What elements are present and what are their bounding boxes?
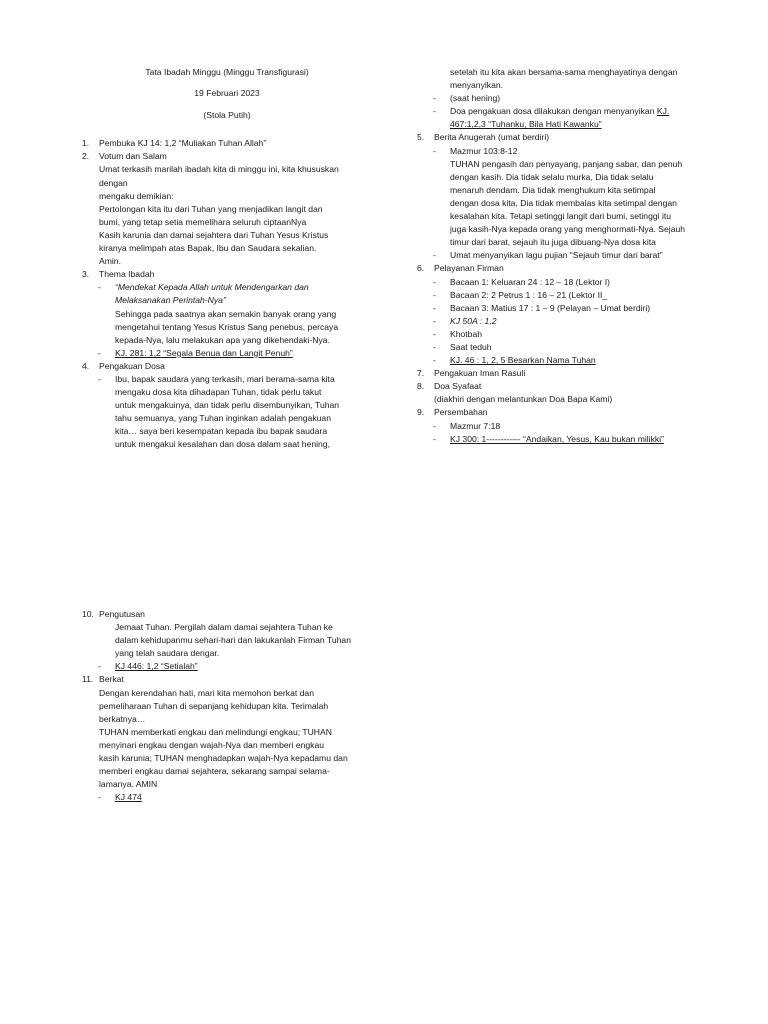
song-ref: 467:1,2,3 “Tuhanku, Bila Hati Kawanku” <box>450 119 602 130</box>
text-line: Sehingga pada saatnya akan semakin banyak orang yang <box>115 308 337 319</box>
text-line: menyanyikan. <box>450 80 504 91</box>
text-line: untuk mengakuinya, dan tidak perlu disembunyikan, Tuhan <box>115 400 340 411</box>
item-4-pengakuan-dosa <box>82 360 372 373</box>
text-line: juga kasih-Nya kepada orang yang menghormati-Nya. Sejauh <box>450 224 686 235</box>
reading-3 <box>417 302 693 315</box>
dash-bullet: - <box>433 145 436 156</box>
text-line: pemeliharaan Tuhan di sepanjang kehidupan kita. Terimalah <box>99 700 329 711</box>
reading-text: Bacaan 1: Keluaran 24 : 12 – 18 (Lektor I) <box>450 276 611 287</box>
item-title: Berkat <box>99 674 124 685</box>
text-line: dengan <box>99 177 128 188</box>
dash-bullet: - <box>433 341 436 352</box>
item-number: 8. <box>417 381 425 392</box>
theme-line: Melaksanakan Perintah-Nya” <box>115 295 226 306</box>
dash-bullet: - <box>433 302 436 313</box>
reading-1 <box>417 276 693 289</box>
text-line: timur dari barat, sejauh itu juga dibuang-Nya dosa kita <box>450 237 656 248</box>
song-text: Umat menyanyikan lagu pujian “Sejauh timur dari barat” <box>450 250 663 261</box>
item-10-pengutusan <box>82 608 372 621</box>
text-line: tahu semuanya, yang Tuhan inginkan adalah pengakuan <box>115 413 331 424</box>
sending-text <box>82 621 372 660</box>
dash-bullet: - <box>98 282 101 293</box>
text-line: kiranya melimpah atas Bapak, Ibu dan Saudara sekalian. <box>99 243 317 254</box>
item-number: 11. <box>82 674 94 685</box>
dash-bullet: - <box>433 355 436 366</box>
bottom-column <box>82 608 372 804</box>
item-number: 7. <box>417 368 425 379</box>
item-number: 10. <box>82 609 94 619</box>
theme-line: “Mendekat Kepada Allah untuk Mendengarkan dan <box>115 282 309 293</box>
text-line: lamanya. AMIN <box>99 779 158 790</box>
dash-bullet: - <box>98 661 101 672</box>
item-11-berkat <box>82 673 372 791</box>
dash-bullet: - <box>433 93 436 104</box>
text-line: mengetahui tentang Yesus Kristus Sang penebus, percaya <box>115 321 339 332</box>
item-text: Pembuka KJ 14: 1,2 “Muliakan Tuhan Allah” <box>99 138 267 149</box>
song-ref: KJ 50A : 1,2 <box>450 315 497 326</box>
reading-2 <box>417 289 693 302</box>
dash-bullet: - <box>433 250 436 261</box>
dash-bullet: - <box>433 328 436 339</box>
text-line: Ibu, bapak saudara yang terkasih, mari berama-sama kita <box>115 373 335 384</box>
item-number: 1. <box>82 138 90 149</box>
item-title: Doa Syafaat <box>434 381 482 392</box>
item-1-pembuka <box>82 137 372 150</box>
text-line: bumi, yang tetap setia memelihara seluruh ciptaanNya <box>99 216 307 227</box>
item-number: 3. <box>82 269 90 280</box>
text-line: Amin. <box>99 256 121 267</box>
text-line: Umat terkasih marilah ibadah kita di minggu ini, kita khususkan <box>99 164 339 175</box>
dash-bullet: - <box>98 347 101 358</box>
left-column <box>82 66 372 452</box>
text-span: Doa pengakuan dosa dilakukan dengan menyanyikan <box>450 106 657 117</box>
confession-song-entry <box>417 105 693 131</box>
text-line: dengan dosa kita, Dia tidak membalas kita setimpal dengan <box>450 197 677 208</box>
item-title: Votum dan Salam <box>99 151 167 162</box>
dash-bullet: - <box>433 106 436 117</box>
item-8-doa-syafaat <box>417 380 693 406</box>
item-title: Pengakuan Iman Rasuli <box>434 368 526 379</box>
text-line: kita… saya beri kesempatan kepada ibu bapak saudara <box>115 426 328 437</box>
item-title: Pelayanan Firman <box>434 263 504 274</box>
item-7-pengakuan-iman <box>417 367 693 380</box>
song-ref: KJ 300: 1------------ “Andaikan, Yesus, Kau bukan milikki” <box>450 433 664 444</box>
quiet-time-entry <box>417 341 693 354</box>
dash-bullet: - <box>433 289 436 300</box>
quiet-time-text: Saat teduh <box>450 341 492 352</box>
song-entry <box>82 791 372 804</box>
item-6-pelayanan-firman <box>417 262 693 275</box>
item-title: Berita Anugerah (umat berdiri) <box>434 132 550 143</box>
item-2-votum <box>82 150 372 268</box>
silence-entry <box>417 92 693 105</box>
dash-bullet: - <box>433 433 436 444</box>
item-5-berita-anugerah <box>417 131 693 144</box>
silence-text: (saat hening) <box>450 93 501 104</box>
item-9-persembahan <box>417 406 693 419</box>
scripture-entry <box>417 420 693 433</box>
song-ref: KJ. <box>656 106 670 117</box>
song-entry <box>82 347 372 360</box>
text-line: mengaku demikian: <box>99 190 174 201</box>
song-ref: KJ. 46 : 1, 2, 5 Besarkan Nama Tuhan <box>450 355 596 366</box>
song-entry <box>417 354 693 367</box>
song-ref: KJ 474 <box>115 792 142 803</box>
text-line: yang telah saudara dengar. <box>115 648 220 659</box>
text-line: dalam kehidupanmu sehari-hari dan lakukanlah Firman Tuhan <box>115 635 351 646</box>
item-note: (diakhiri dengan melantunkan Doa Bapa Kami) <box>434 394 613 405</box>
item-number: 6. <box>417 263 425 274</box>
psalm-entry <box>417 145 693 250</box>
song-ref: KJ. 281: 1,2 “Segala Benua dan Langit Penuh” <box>115 347 293 358</box>
text-line: TUHAN memberkati engkau dan melindungi engkau; TUHAN <box>99 726 332 737</box>
item-number: 9. <box>417 407 425 418</box>
scripture-ref: Mazmur 103:8-12 <box>450 145 518 156</box>
reading-text: Bacaan 2: 2 Petrus 1 : 16 – 21 (Lektor II_ <box>450 289 608 300</box>
theme-entry <box>82 281 372 346</box>
dash-bullet: - <box>433 315 436 326</box>
stola-note: (Stola Putih) <box>203 110 251 121</box>
song-entry <box>417 249 693 262</box>
item-title: Thema Ibadah <box>99 269 155 280</box>
song-ref: KJ 446: 1,2 “Setialah” <box>115 661 198 672</box>
text-line: Jemaat Tuhan. Pergilah dalam damai sejahtera Tuhan ke <box>115 622 333 633</box>
song-entry <box>417 315 693 328</box>
item-title: Pengutusan <box>99 609 145 619</box>
text-line: kesalahan kita. Tetapi setinggi langit dari bumi, setinggi itu <box>450 211 672 222</box>
item-title: Persembahan <box>434 407 488 418</box>
text-line: Kasih karunia dan damai sejahtera dari Tuhan Yesus Kristus <box>99 229 329 240</box>
text-line: dengan kasih. Dia tidak selalu murka, Dia tidak selalu <box>450 171 654 182</box>
text-line: mengaku dosa kita dihadapan Tuhan, tidak perlu takut <box>115 387 322 398</box>
text-line: kepada-Nya, lalu melakukan apa yang dikehendaki-Nya. <box>115 334 330 345</box>
song-entry <box>417 433 693 446</box>
item-3-thema <box>82 268 372 281</box>
item-number: 5. <box>417 132 425 143</box>
song-entry <box>82 660 372 673</box>
right-column <box>417 66 693 446</box>
sermon-text: Khotbah <box>450 328 483 339</box>
text-line: setelah itu kita akan bersama-sama menghayatinya dengan <box>450 67 678 77</box>
text-line: kasih karunia; TUHAN menghadapkan wajah-Nya kepadamu dan <box>99 753 348 764</box>
item-number: 2. <box>82 151 90 162</box>
dash-bullet: - <box>433 276 436 287</box>
item-number: 4. <box>82 360 90 371</box>
text-line: berkatnya… <box>99 713 146 724</box>
text-line: menaruh dendam. Dia tidak menghukum kita setimpal <box>450 184 656 195</box>
item-title: Pengakuan Dosa <box>99 360 165 371</box>
document-title: Tata Ibadah Minggu (Minggu Transfigurasi) <box>145 67 309 77</box>
text-line: menyinari engkau dengan wajah-Nya dan memberi engkau <box>99 739 325 750</box>
reading-text: Bacaan 3: Matius 17 : 1 – 9 (Pelayan – Umat berdiri) <box>450 302 651 313</box>
dash-bullet: - <box>433 420 436 431</box>
scripture-ref: Mazmur 7:18 <box>450 420 501 431</box>
service-date: 19 Februari 2023 <box>194 88 260 99</box>
confession-entry <box>82 373 372 452</box>
dash-bullet: - <box>98 792 101 803</box>
text-line: Pertolongan kita itu dari Tuhan yang menjadikan langit dan <box>99 203 323 214</box>
sermon-entry <box>417 328 693 341</box>
text-line: TUHAN pengasih dan penyayang, panjang sabar, dan penuh <box>450 158 683 169</box>
dash-bullet: - <box>98 373 101 384</box>
text-line: memberi engkau damai sejahtera, sekarang sampai selama- <box>99 766 330 777</box>
text-line: untuk mengakui kesalahan dan dosa dalam saat hening, <box>115 439 330 450</box>
text-line: Dengan kerendahan hati, mari kita memohon berkat dan <box>99 687 314 698</box>
